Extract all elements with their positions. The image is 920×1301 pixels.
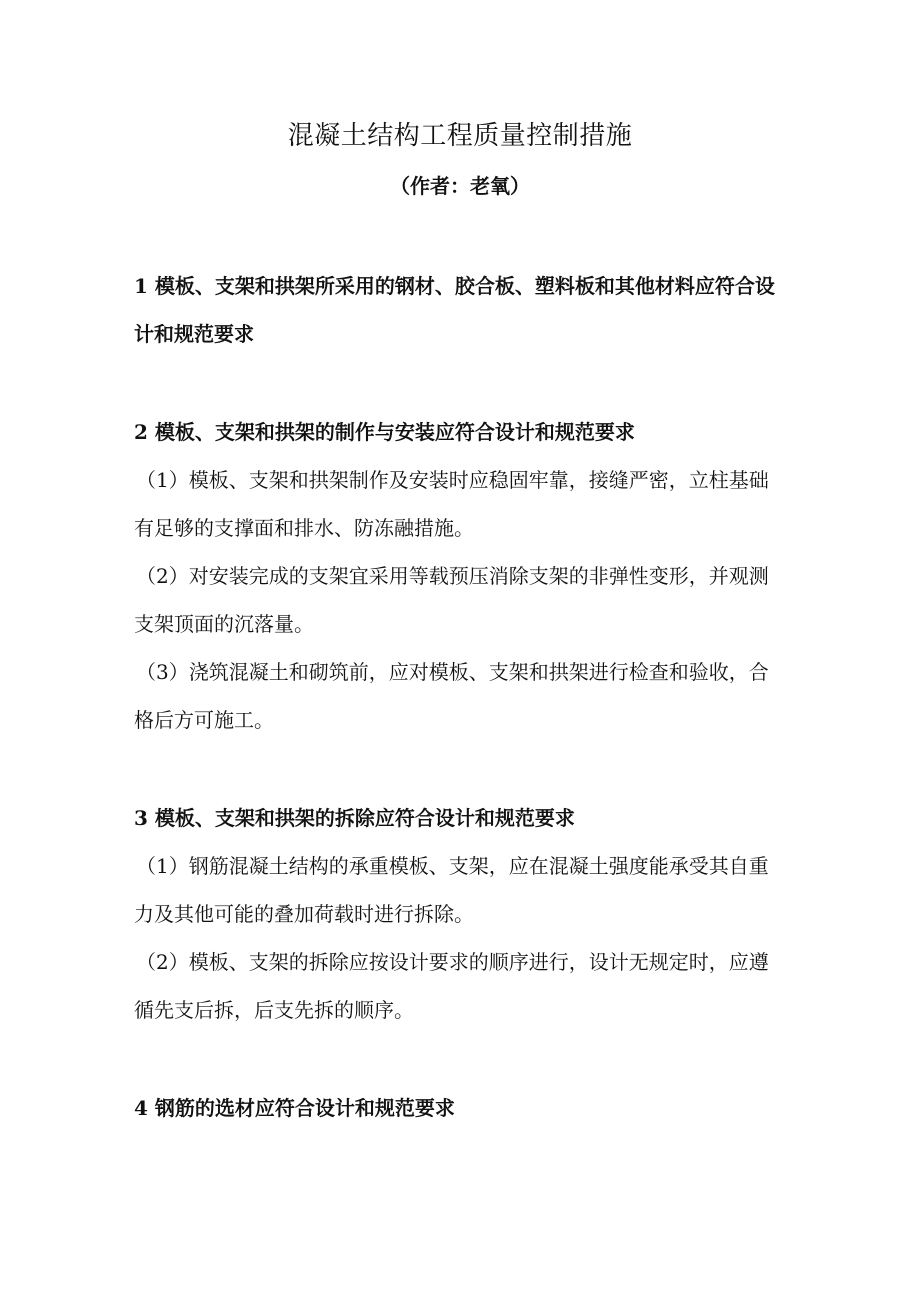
document-author: （作者：老氧） xyxy=(390,174,530,198)
section-heading: 4 钢筋的选材应符合设计和规范要求 xyxy=(134,1096,455,1120)
section-spacer xyxy=(134,1034,786,1084)
list-item: （2）模板、支架的拆除应按设计要求的顺序进行，设计无规定时，应遵循先支后拆，后支先拆的顺序。 xyxy=(134,950,769,1022)
section-heading: 1 模板、支架和拱架所采用的钢材、胶合板、塑料板和其他材料应符合设计和规范要求 xyxy=(134,274,775,346)
section-1 xyxy=(134,262,786,358)
list-item: （1）模板、支架和拱架制作及安装时应稳固牢靠，接缝严密，立柱基础有足够的支撑面和排水、防冻融措施。 xyxy=(134,468,769,540)
list-item: （1）钢筋混凝土结构的承重模板、支架，应在混凝土强度能承受其自重力及其他可能的叠加荷载时进行拆除。 xyxy=(134,854,769,926)
section-3 xyxy=(134,794,786,1034)
document-title: 混凝土结构工程质量控制措施 xyxy=(287,121,633,151)
list-item: （3）浇筑混凝土和砌筑前，应对模板、支架和拱架进行检查和验收，合格后方可施工。 xyxy=(134,660,769,732)
section-heading: 2 模板、支架和拱架的制作与安装应符合设计和规范要求 xyxy=(134,420,635,444)
section-spacer xyxy=(134,358,786,408)
section-2 xyxy=(134,408,786,744)
list-item: （2）对安装完成的支架宜采用等载预压消除支架的非弹性变形，并观测支架顶面的沉落量。 xyxy=(134,564,769,636)
section-spacer xyxy=(134,744,786,794)
section-heading: 3 模板、支架和拱架的拆除应符合设计和规范要求 xyxy=(134,806,575,830)
section-4 xyxy=(134,1084,786,1132)
document-body xyxy=(134,262,786,1132)
